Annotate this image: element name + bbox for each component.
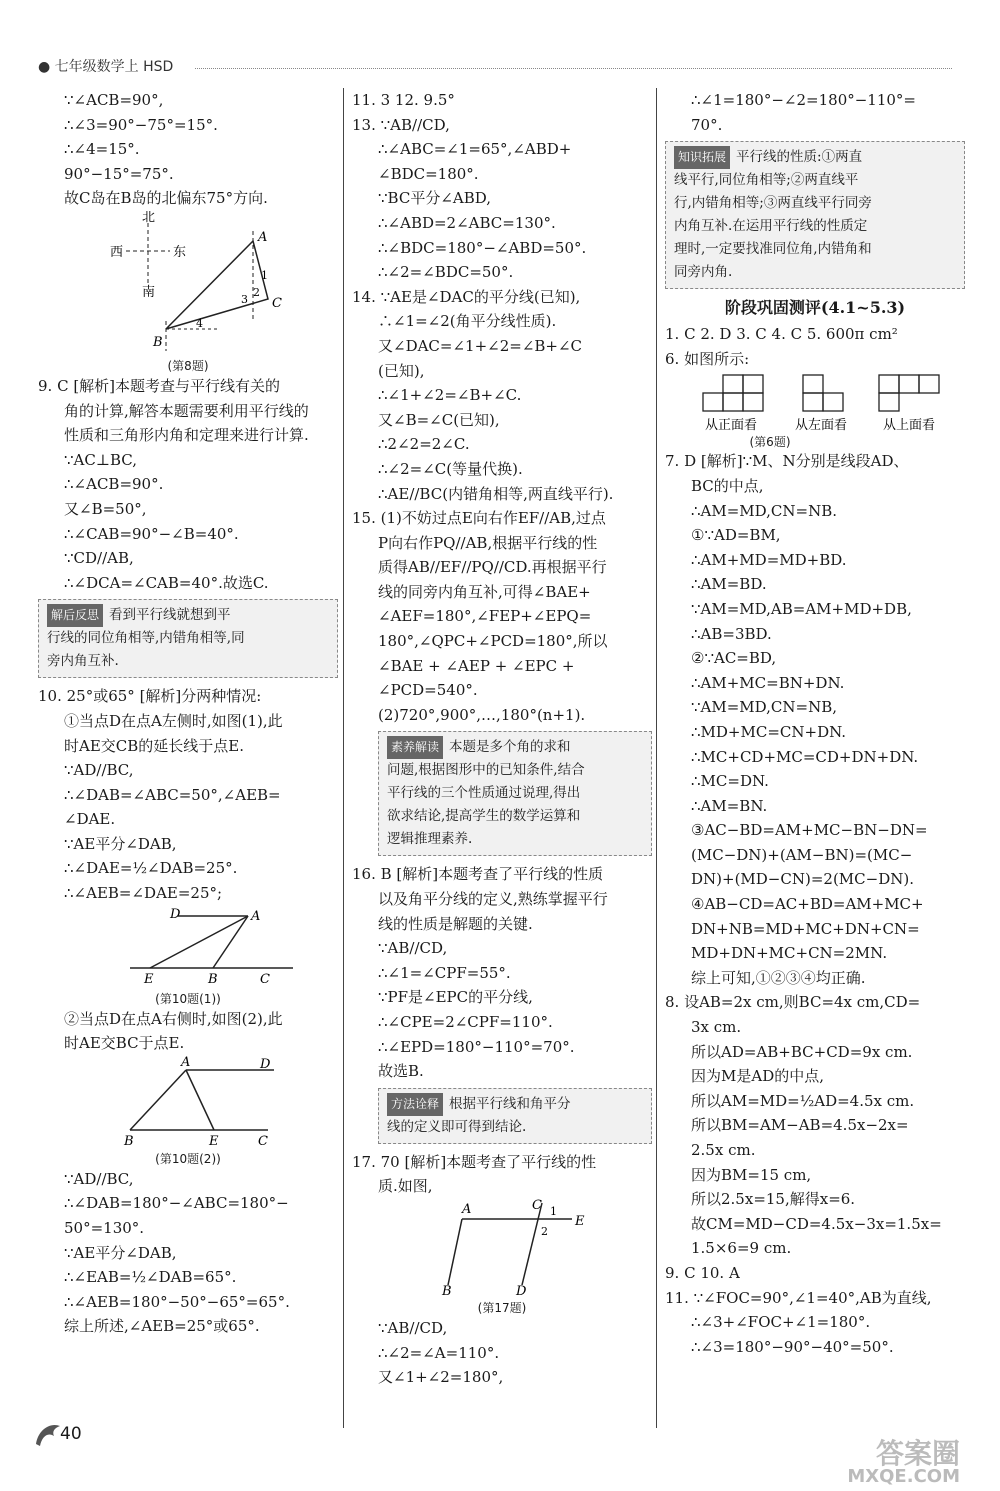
text-line: 质.如图, — [378, 1177, 433, 1196]
page-number: 40 — [60, 1424, 82, 1444]
text-line: ∴∠DAB=∠ABC=50°,∠AEB= — [64, 785, 281, 804]
text-line: ∴AM+MD=MD+BD. — [691, 550, 847, 569]
text-line: 3x cm. — [691, 1018, 742, 1037]
text-line: 综上可知,①②③④均正确. — [691, 968, 866, 987]
f10b-e: E — [209, 1133, 219, 1146]
text-line: ∴∠DAE=½∠DAB=25°. — [64, 859, 238, 878]
text-line: ∴∠1=∠2(角平分线性质). — [378, 312, 557, 331]
col2-block-b — [352, 862, 652, 1083]
text-line: 17. 70 [解析]本题考查了平行线的性 — [352, 1152, 597, 1171]
text-line: ∴AE//BC(内错角相等,两直线平行). — [378, 484, 614, 503]
text-line: ∴∠BDC=180°−∠ABD=50°. — [378, 238, 587, 257]
text-line: DN+NB=MD+MC+DN+CN= — [691, 919, 920, 938]
page-header: ● 七年级数学上 HSD — [38, 59, 174, 75]
text-line: 故选B. — [378, 1062, 424, 1081]
figure-6-caption: (第6题) — [749, 435, 791, 450]
text-line: ∴∠4=15°. — [64, 140, 140, 159]
text-line: ①当点D在点A左侧时,如图(1),此 — [64, 711, 283, 730]
compass-south: 南 — [142, 284, 156, 300]
text-line: ∠BAE + ∠AEP + ∠EPC + — [378, 656, 575, 675]
point-c: C — [272, 295, 282, 311]
text-line: ∴∠AEB=180°−50°−65°=65°. — [64, 1292, 290, 1311]
text-line: ∴∠DCA=∠CAB=40°.故选C. — [64, 573, 269, 592]
text-line: ∴AM=MD,CN=NB. — [691, 501, 838, 520]
text-line: 16. B [解析]本题考查了平行线的性质 — [352, 865, 604, 884]
figure-8 — [38, 211, 338, 374]
figure-17-caption: (第17题) — [477, 1300, 527, 1315]
text-line: 1. C 2. D 3. C 4. C 5. 600π cm² — [665, 325, 898, 344]
text-line: ∵∠ACB=90°, — [64, 91, 164, 109]
text-line: 7. D [解析]∵M、N分别是线段AD、 — [665, 452, 909, 471]
top-view — [879, 375, 939, 411]
text-line: MD+DN+MC+CN=2MN. — [691, 944, 888, 963]
text-line: ∠PCD=540°. — [378, 681, 478, 700]
f10a-e: E — [144, 971, 154, 986]
text-line: ∠AEF=180°,∠FEP+∠EPQ= — [378, 607, 592, 626]
f10a-d: D — [170, 906, 181, 922]
f17-angle-2: 2 — [541, 1224, 548, 1238]
text-line: 1.5×6=9 cm. — [691, 1239, 792, 1258]
text-line: ∵AD//BC, — [64, 1169, 134, 1188]
watermark-logo: 答案圈 — [875, 1437, 960, 1470]
text-line: 角的计算,解答本题需要利用平行线的 — [64, 401, 309, 420]
reflection-box: 解后反思 看到平行线就想到平 行线的同位角相等,内错角相等,同 旁内角互补. — [38, 599, 338, 678]
text-line: ∵BC平分∠ABD, — [378, 189, 492, 208]
text-line: ∴∠ACB=90°. — [64, 475, 164, 494]
col2-block-a — [352, 88, 652, 727]
text-line: ∵AM=MD,AB=AM+MD+DB, — [691, 599, 912, 618]
figure-17 — [352, 1199, 652, 1316]
f10a-c: C — [260, 971, 270, 986]
text-line: 70°. — [691, 115, 723, 134]
left-view — [803, 375, 843, 411]
section-title: 阶段巩固测评(4.1~5.3) — [724, 298, 906, 318]
front-view — [703, 375, 763, 411]
text-line: 6. 如图所示: — [665, 349, 750, 368]
dolphin-icon — [32, 1418, 62, 1450]
compass-north: 北 — [142, 210, 156, 225]
col2-block-d — [352, 1316, 652, 1390]
column-divider-2 — [656, 88, 657, 1428]
text-line: ②∵AC=BD, — [691, 649, 777, 668]
header-title: 七年级数学上 HSD — [54, 59, 174, 75]
col1-block-d — [38, 1007, 338, 1056]
text-line: 又∠B=50°, — [64, 499, 147, 518]
front-view-label: 从正面看 — [705, 418, 758, 432]
text-line: 所以2.5x=15,解得x=6. — [691, 1190, 856, 1209]
text-line: 时AE交BC于点E. — [64, 1034, 185, 1053]
text-line: DN)+(MD−CN)=2(MC−DN). — [691, 870, 914, 889]
text-line: ∵AM=MD,CN=NB, — [691, 698, 838, 717]
text-line: BC的中点, — [691, 476, 764, 495]
text-line: 故C岛在B岛的北偏东75°方向. — [64, 189, 268, 208]
text-line: ∴∠3=90°−75°=15°. — [64, 115, 218, 134]
text-line: ∵AE平分∠DAB, — [64, 834, 177, 853]
f17-a: A — [462, 1201, 472, 1217]
text-line: ∴MC=DN. — [691, 772, 769, 791]
compass-east: 东 — [173, 244, 187, 260]
text-line: ∴∠CAB=90°−∠B=40°. — [64, 524, 239, 543]
text-line: 15. (1)不妨过点E向右作EF//AB,过点 — [352, 509, 606, 528]
method-box: 方法诠释 根据平行线和角平分 线的定义即可得到结论. — [378, 1088, 652, 1144]
text-line: ∠BDC=180°. — [378, 164, 479, 183]
f10a-b: B — [208, 971, 218, 986]
text-line: 线的性质是解题的关键. — [378, 914, 533, 933]
text-line: ∵AC⊥BC, — [64, 450, 137, 469]
text-line: ③AC−BD=AM+MC−BN−DN= — [691, 821, 928, 840]
text-line: ∴∠3=180°−90°−40°=50°. — [691, 1337, 894, 1356]
top-view-label: 从上面看 — [883, 418, 936, 432]
text-line: 10. 25°或65° [解析]分两种情况: — [38, 687, 262, 706]
f10b-a: A — [181, 1055, 191, 1070]
text-line: 因为BM=15 cm, — [691, 1165, 812, 1184]
text-line: ∴∠2=∠C(等量代换). — [378, 459, 523, 478]
f17-d: D — [516, 1283, 527, 1295]
column-divider-1 — [343, 88, 344, 1428]
angle-2: 2 — [253, 285, 260, 299]
text-line: ∴∠3+∠FOC+∠1=180°. — [691, 1313, 871, 1332]
text-line: 质得AB//EF//PQ//CD.再根据平行 — [378, 558, 607, 577]
text-line: ∴∠1=180°−∠2=180°−110°= — [691, 91, 916, 109]
text-line: 故CM=MD−CD=4.5x−3x=1.5x= — [691, 1214, 942, 1233]
literacy-box: 素养解读 本题是多个角的求和 问题,根据图形中的已知条件,结合 平行线的三个性质通过说理,得出 欲求结论,提高学生的数学运算和 逻辑推理素养. — [378, 731, 652, 856]
f10b-c: C — [258, 1133, 268, 1146]
angle-3: 3 — [241, 292, 248, 306]
text-line: 又∠DAC=∠1+∠2=∠B+∠C — [378, 336, 583, 355]
text-line: ∴∠CPE=2∠CPF=110°. — [378, 1013, 553, 1031]
text-line: ∴∠1+∠2=∠B+∠C. — [378, 386, 522, 405]
text-line: (MC−DN)+(AM−BN)=(MC− — [691, 845, 913, 864]
figure-10-1-caption: (第10题(1)) — [155, 991, 221, 1006]
text-line: 以及角平分线的定义,熟练掌握平行 — [378, 890, 608, 909]
text-line: 所以AM=MD=½AD=4.5x cm. — [691, 1091, 915, 1110]
box-tag: 解后反思 — [47, 604, 103, 627]
text-line: 9. C [解析]本题考查与平行线有关的 — [38, 376, 281, 395]
text-line: ②当点D在点A右侧时,如图(2),此 — [64, 1009, 283, 1028]
col2-block-c — [352, 1150, 652, 1199]
text-line: 13. ∵AB//CD, — [352, 115, 450, 134]
col1-block-e — [38, 1167, 338, 1339]
text-line: ∴∠2=∠A=110°. — [378, 1343, 500, 1362]
text-line: ∴AM+MC=BN+DN. — [691, 673, 845, 692]
text-line: 90°−15°=75°. — [64, 164, 174, 183]
figure-10-2 — [38, 1056, 338, 1167]
f17-e: E — [575, 1213, 585, 1229]
f17-angle-1: 1 — [550, 1204, 557, 1218]
col1-block-c — [38, 684, 338, 905]
figure-10-2-caption: (第10题(2)) — [155, 1151, 221, 1166]
text-line: ∵AB//CD, — [378, 939, 448, 958]
text-line: ∵AE平分∠DAB, — [64, 1243, 177, 1262]
text-line: ∴∠ABD=2∠ABC=130°. — [378, 213, 556, 232]
point-b: B — [153, 334, 163, 350]
f17-c: C — [532, 1198, 542, 1213]
compass-west: 西 — [110, 244, 124, 260]
text-line: ④AB−CD=AC+BD=AM+MC+ — [691, 895, 924, 914]
text-line: 8. 设AB=2x cm,则BC=4x cm,CD= — [665, 993, 921, 1012]
text-line: (2)720°,900°,…,180°(n+1). — [378, 705, 586, 724]
f17-b: B — [442, 1283, 452, 1295]
figure-8-caption: (第8题) — [167, 358, 209, 373]
text-line: 又∠1+∠2=180°, — [378, 1368, 504, 1387]
text-line: 180°,∠QPC+∠PCD=180°,所以 — [378, 632, 608, 651]
text-line: 2.5x cm. — [691, 1141, 756, 1159]
column-1 — [38, 88, 338, 1339]
knowledge-box: 知识拓展 平行线的性质:①两直 线平行,同位角相等;②两直线平 行,内错角相等;③两直线平行同旁 内角互补.在运用平行线的性质定 理时,一定要找准同位角,内错角和 同旁内角. — [665, 141, 965, 289]
text-line: ∵AB//CD, — [378, 1318, 448, 1337]
f10a-a: A — [251, 908, 261, 924]
col3-block-b — [665, 322, 965, 371]
text-line: ∴AM=BN. — [691, 796, 768, 815]
text-line: ∠DAE. — [64, 810, 116, 829]
angle-1: 1 — [261, 268, 268, 282]
text-line: ∴MC+CD+MC=CD+DN+DN. — [691, 747, 919, 766]
text-line: 14. ∵AE是∠DAC的平分线(已知), — [352, 287, 581, 306]
text-line: ∴AM=BD. — [691, 575, 767, 594]
text-line: ∴2∠2=2∠C. — [378, 435, 470, 454]
text-line: 所以BM=AM−AB=4.5x−2x= — [691, 1116, 909, 1135]
col1-block-a — [38, 88, 338, 211]
text-line: ∴∠DAB=180°−∠ABC=180°− — [64, 1194, 289, 1213]
text-line: ∵AD//BC, — [64, 761, 134, 780]
f10b-d: D — [260, 1056, 271, 1072]
text-line: ∴∠AEB=∠DAE=25°; — [64, 884, 223, 903]
point-a: A — [258, 229, 268, 245]
text-line: 综上所述,∠AEB=25°或65°. — [64, 1317, 260, 1336]
text-line: ∴MD+MC=CN+DN. — [691, 722, 847, 741]
text-line: ∵PF是∠EPC的平分线, — [378, 988, 533, 1007]
text-line: 11. 3 12. 9.5° — [352, 91, 455, 109]
text-line: 所以AD=AB+BC+CD=9x cm. — [691, 1042, 913, 1061]
text-line: 9. C 10. A — [665, 1263, 740, 1282]
text-line: (已知), — [378, 361, 425, 380]
column-3 — [665, 88, 965, 1359]
col3-block-a — [665, 88, 965, 137]
text-line: ∴∠EAB=½∠DAB=65°. — [64, 1268, 237, 1287]
text-line: ∵CD//AB, — [64, 549, 134, 568]
text-line: 线的同旁内角互补,可得∠BAE+ — [378, 582, 591, 601]
figure-6 — [665, 371, 965, 449]
text-line: ∴AB=3BD. — [691, 624, 772, 643]
col3-block-c — [665, 449, 965, 1359]
text-line: P向右作PQ//AB,根据平行线的性 — [378, 533, 598, 552]
text-line: 又∠B=∠C(已知), — [378, 410, 500, 429]
text-line: 时AE交CB的延长线于点E. — [64, 736, 245, 755]
text-line: ∴∠ABC=∠1=65°,∠ABD+ — [378, 140, 572, 159]
col1-block-b — [38, 374, 338, 595]
text-line: 因为M是AD的中点, — [691, 1067, 824, 1086]
text-line: 性质和三角形内角和定理来进行计算. — [64, 426, 309, 445]
left-view-label: 从左面看 — [795, 418, 848, 432]
angle-4: 4 — [196, 316, 203, 330]
text-line: 50°=130°. — [64, 1219, 145, 1238]
figure-10-1 — [38, 906, 338, 1007]
header-divider — [195, 68, 952, 69]
watermark-url: MXQE.COM — [847, 1466, 960, 1487]
text-line: ①∵AD=BM, — [691, 526, 781, 545]
text-line: ∴∠EPD=180°−110°=70°. — [378, 1037, 575, 1056]
text-line: 11. ∵∠FOC=90°,∠1=40°,AB为直线, — [665, 1288, 932, 1307]
text-line: ∴∠1=∠CPF=55°. — [378, 963, 511, 982]
text-line: ∴∠2=∠BDC=50°. — [378, 263, 514, 282]
f10b-b: B — [124, 1133, 134, 1146]
column-2 — [352, 88, 652, 1390]
